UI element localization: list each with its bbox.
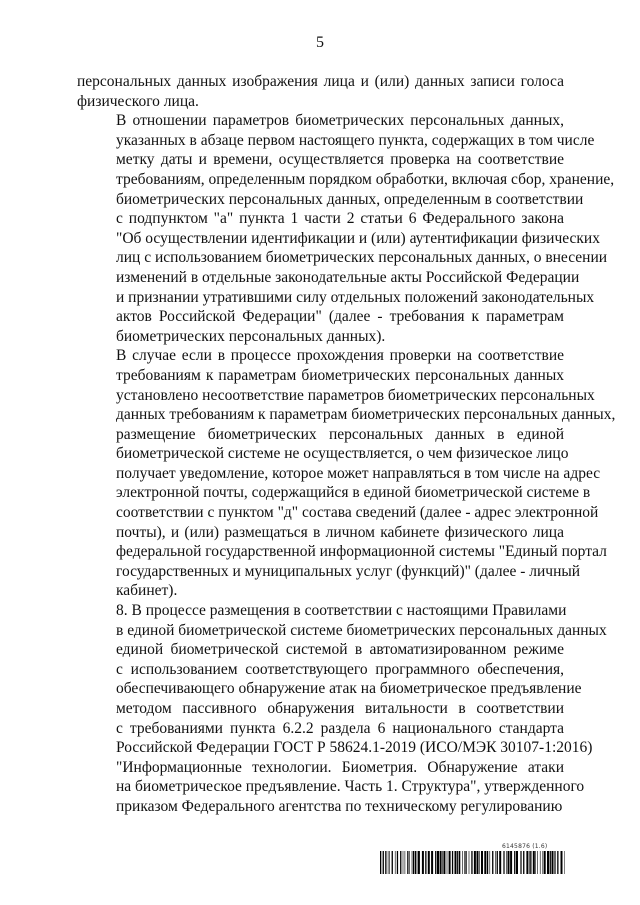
text-line: "Об осуществлении идентификации и (или) аутентификации физических [116, 229, 600, 247]
text-line: требованиям к параметрам биометрических персональных данных [116, 366, 564, 384]
text-line: обеспечивающего обнаружение атак на биометрическое предъявление [116, 680, 582, 698]
text-line: требованиям, определенным порядком обработки, включая сбор, хранение, [116, 170, 615, 188]
text-line: Российской Федерации ГОСТ Р 58624.1-2019 (ИСО/МЭК 30107-1:2016) [116, 739, 593, 757]
barcode-image [380, 851, 565, 874]
text-line: федеральной государственной информационной системы "Единый портал [116, 543, 607, 561]
paragraph [77, 111, 615, 346]
text-line: В случае если в процессе прохождения проверки на соответствие [116, 347, 564, 365]
text-line: на биометрическое предъявление. Часть 1. Структура", утвержденного [116, 778, 585, 796]
text-line: биометрических персональных данных, определенным в соответствии [116, 190, 584, 208]
text-line: с подпунктом "а" пункта 1 части 2 статьи 6 Федерального закона [116, 210, 564, 228]
text-line: указанных в абзаце первом настоящего пункта, содержащих в том числе [116, 131, 595, 149]
text-line: 8. В процессе размещения в соответствии с настоящими Правилами [116, 602, 567, 620]
text-line: в единой биометрической системе биометрических персональных данных [116, 621, 607, 639]
text-line: В отношении параметров биометрических персональных данных, [116, 112, 564, 130]
text-line: размещение биометрических персональных данных в единой [116, 425, 564, 443]
text-line: соответствии с пунктом "д" состава сведений (далее - адрес электронной [116, 504, 599, 522]
text-line: с требованиями пункта 6.2.2 раздела 6 национального стандарта [116, 719, 564, 737]
text-line: лиц с использованием биометрических персональных данных, о внесении [116, 249, 608, 267]
paragraph [77, 72, 564, 111]
text-line: персональных данных изображения лица и (или) данных записи голоса [77, 73, 564, 90]
text-line: "Информационные технологии. Биометрия. Обнаружение атаки [116, 758, 564, 776]
text-line: приказом Федерального агентства по техническому регулированию [116, 797, 563, 815]
document-body [77, 72, 616, 817]
text-line: биометрической системе не осуществляется, о чем физическое лицо [116, 445, 569, 463]
text-line: метку даты и времени, осуществляется проверка на соответствие [116, 151, 564, 169]
text-line: биометрических персональных данных). [116, 327, 386, 345]
text-line: актов Российской Федерации" (далее - требования к параметрам [116, 308, 564, 326]
text-line: установлено несоответствие параметров биометрических персональных [116, 386, 595, 404]
text-line: электронной почты, содержащийся в единой биометрической системе в [116, 484, 591, 502]
text-line: методом пассивного обнаружения витальности в соответствии [116, 700, 564, 717]
text-line: физического лица. [77, 92, 199, 110]
text-line: с использованием соответствующего программного обеспечения, [116, 660, 564, 678]
text-line: данных требованиям к параметрам биометрических персональных данных, [116, 406, 616, 424]
text-line: изменений в отдельные законодательные акты Российской Федерации [116, 268, 580, 286]
text-line: единой биометрической системой в автоматизированном режиме [116, 641, 564, 659]
paragraph [77, 346, 616, 601]
paragraph [77, 601, 607, 817]
text-line: и признании утратившими силу отдельных положений законодательных [116, 288, 595, 306]
text-line: почты), и (или) размещаться в личном кабинете физического лица [116, 523, 564, 541]
text-line: кабинет). [116, 582, 178, 600]
barcode-caption: 6145876 (1.6) [502, 843, 548, 850]
page-number: 5 [316, 34, 324, 51]
text-line: государственных и муниципальных услуг (функций)" (далее - личный [116, 562, 581, 580]
text-line: получает уведомление, которое может направляться в том числе на адрес [116, 464, 601, 482]
